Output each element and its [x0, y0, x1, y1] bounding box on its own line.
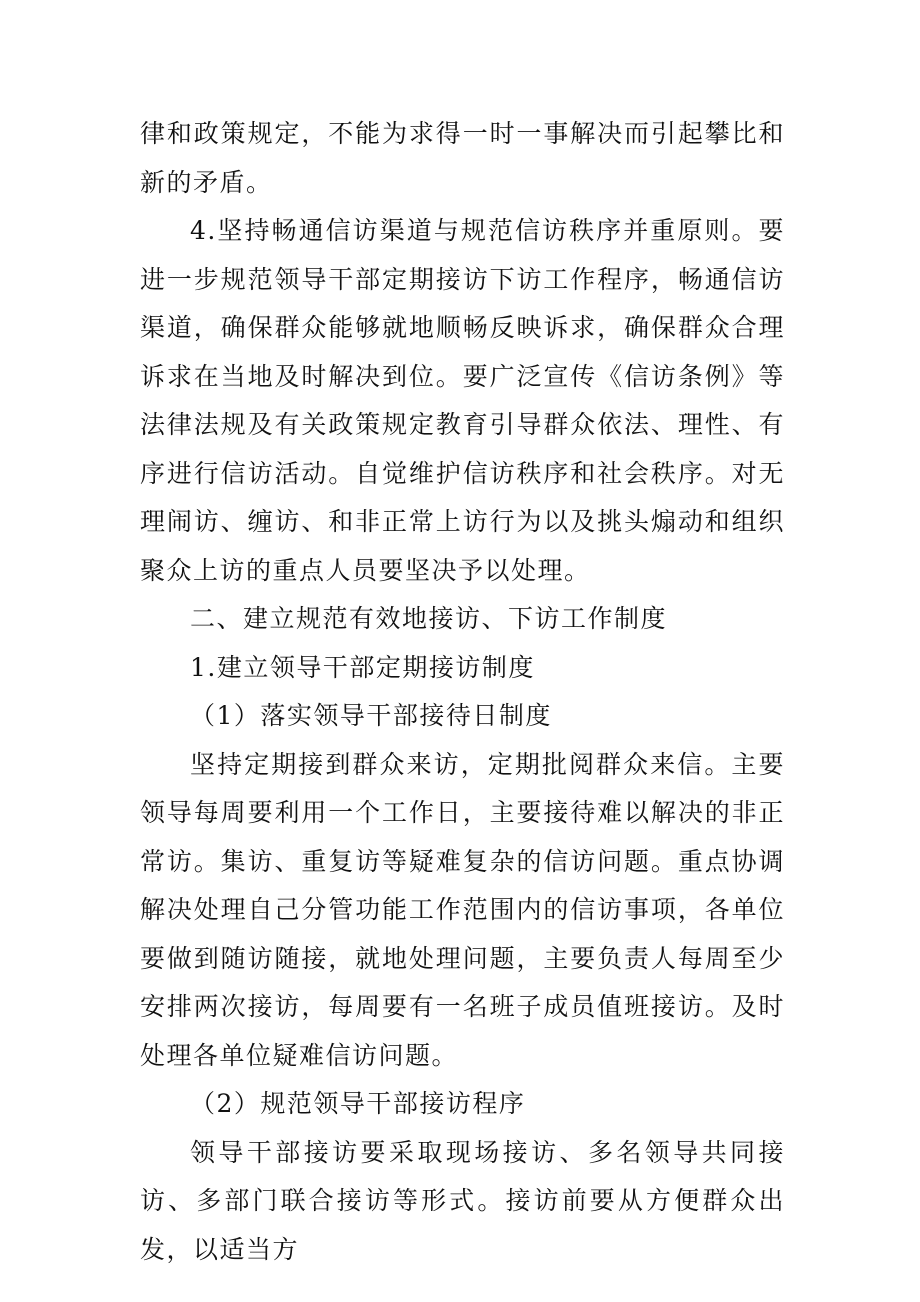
- subsection-heading-1: 1.建立领导干部定期接访制度: [190, 652, 535, 682]
- paragraph-2: 4.坚持畅通信访渠道与规范信访秩序并重原则。要进一步规范领导干部定期接访下访工作程序，畅通信访渠道，确保群众能够就地顺畅反映诉求，确保群众合理诉求在当地及时解决到位。要广泛宣传《信访条例》等法律法规及有关政策规定教育引导群众依法、理性、有序进行信访活动。自觉维护信访秩序和社会秩序。对无理闹访、缠访、和非正常上访行为以及挑头煽动和组织聚众上访的重点人员要坚决予以处理。: [140, 216, 785, 585]
- item-heading-2: （2）规范领导干部接访程序: [190, 1089, 526, 1118]
- paragraph-4: 领导干部接访要采取现场接访、多名领导共同接访、多部门联合接访等形式。接访前要从方便群众出发，以适当方: [140, 1137, 785, 1264]
- document-body: [140, 110, 785, 1274]
- item-heading-1: （1）落实领导干部接待日制度: [190, 701, 552, 730]
- paragraph-3: 坚持定期接到群众来访，定期批阅群众来信。主要领导每周要利用一个工作日，主要接待难以解决的非正常访。集访、重复访等疑难复杂的信访问题。重点协调解决处理自己分管功能工作范围内的信访事项，各单位要做到随访随接，就地处理问题，主要负责人每周至少安排两次接访，每周要有一名班子成员值班接访。及时处理各单位疑难信访问题。: [140, 749, 785, 1070]
- section-heading-2: 二、建立规范有效地接访、下访工作制度: [190, 604, 668, 633]
- paragraph-1: 律和政策规定，不能为求得一时一事解决而引起攀比和新的矛盾。: [140, 119, 785, 197]
